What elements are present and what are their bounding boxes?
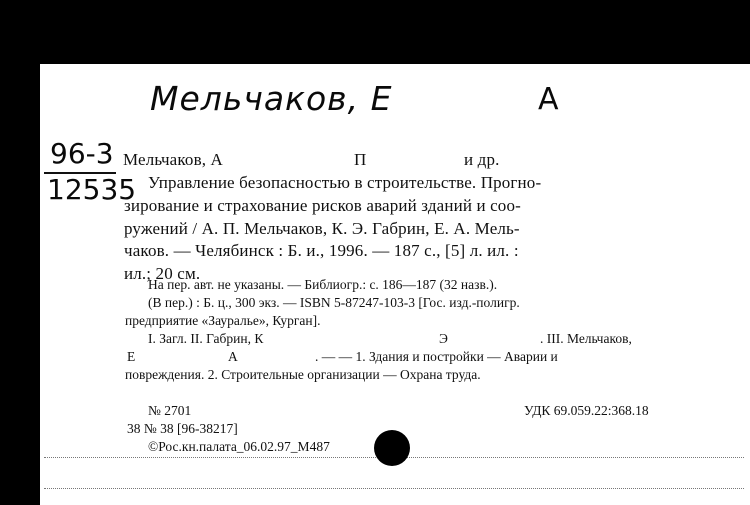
tracing-line: Е <box>127 349 136 364</box>
copyright-line: ©Рос.кн.палата_06.02.97_М487 <box>148 439 330 454</box>
handwritten-initial: А <box>538 82 559 117</box>
dotted-rule <box>44 488 744 489</box>
title-line: Управление безопасностью в строительстве. Прогно- <box>148 173 542 192</box>
record-number: № 2701 <box>148 403 192 418</box>
tracing-line: Э <box>439 331 448 346</box>
title-line: чаков. — Челябинск : Б. и., 1996. — 187 с., [5] л. ил. : <box>124 241 519 260</box>
tracing-line: . — — 1. Здания и постройки — Аварии и <box>315 349 558 364</box>
title-line: ружений / А. П. Мельчаков, К. Э. Габрин, Е. А. Мель- <box>124 219 520 238</box>
title-line: зирование и страхование рисков аварий зданий и соо- <box>124 196 521 215</box>
notes-line: На пер. авт. не указаны. — Библиогр.: с. 186—187 (32 назв.). <box>148 277 498 292</box>
card-number: 38 № 38 [96-38217] <box>127 421 238 436</box>
tracing-line: повреждения. 2. Строительные организации — Охрана труда. <box>125 367 481 382</box>
call-number-bottom: 12535 <box>47 173 137 206</box>
tracing-line: А <box>228 349 238 364</box>
handwritten-author-name: Мельчаков, Е <box>150 79 393 118</box>
tracing-line: . III. Мельчаков, <box>540 331 632 346</box>
udk-code: УДК 69.059.22:368.18 <box>524 403 649 418</box>
notes-line: предприятие «Зауралье», Курган]. <box>125 313 321 328</box>
call-number-top: 96-3 <box>50 137 114 170</box>
author-heading-initial: П <box>354 150 367 169</box>
punch-hole <box>374 430 410 466</box>
notes-line: (В пер.) : Б. ц., 300 экз. — ISBN 5-87247-103-3 [Гос. изд.-полигр. <box>148 295 520 310</box>
tracing-line: I. Загл. II. Габрин, К <box>148 331 264 346</box>
author-heading-etal: и др. <box>464 150 500 169</box>
author-heading: Мельчаков, А <box>123 150 223 169</box>
title-line: ил.; 20 см. <box>124 264 201 283</box>
